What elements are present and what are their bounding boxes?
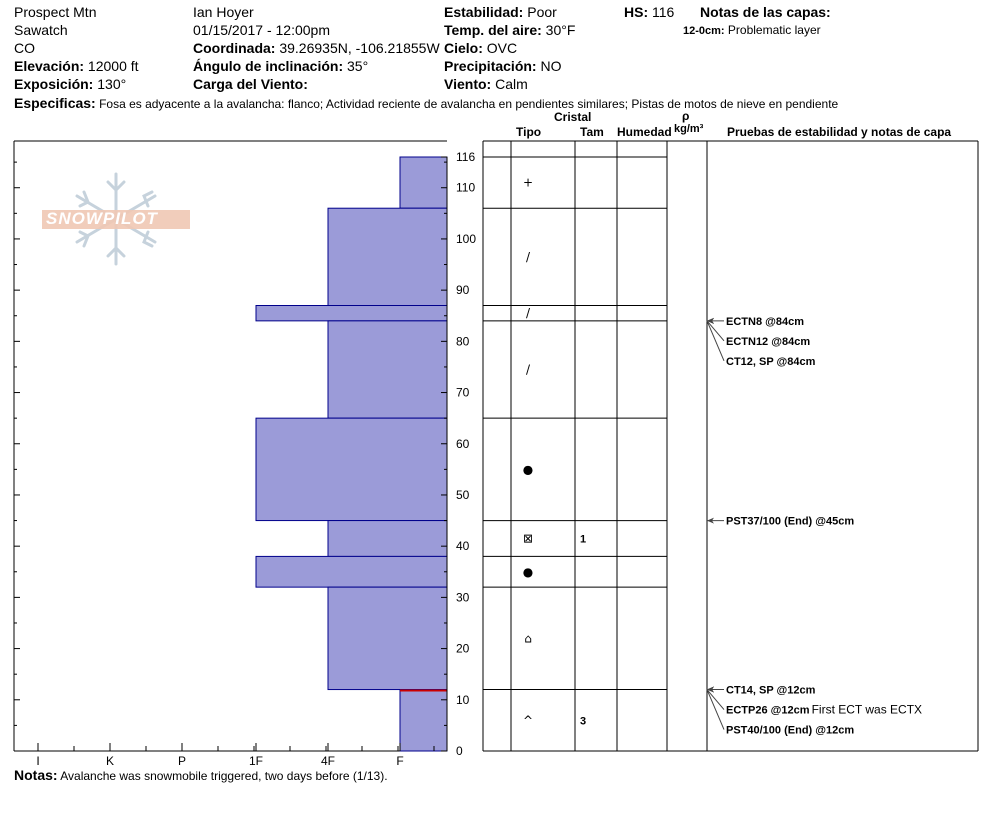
layer-note-text: Problematic layer <box>727 23 821 37</box>
depth-tick-label: 50 <box>456 487 470 502</box>
crystal-type-symbol: ⊠ <box>522 531 534 546</box>
hardness-bar <box>328 321 447 418</box>
stability-value: Poor <box>527 4 557 20</box>
stability-test: CT14, SP @12cm <box>726 684 816 697</box>
coordinate-value: 39.26935N, -106.21855W <box>279 40 440 56</box>
state: CO <box>14 40 35 56</box>
depth-tick-label: 20 <box>456 641 470 656</box>
hardness-bar <box>400 690 447 751</box>
depth-tick-label: 10 <box>456 692 470 707</box>
hardness-tick-label: P <box>177 754 187 768</box>
stability-test: ECTN8 @84cm <box>726 315 804 328</box>
depth-tick-label: 60 <box>456 436 470 451</box>
test-leader-line <box>707 690 724 710</box>
aspect-value: 130° <box>97 76 127 92</box>
range: Sawatch <box>14 22 68 38</box>
hardness-bar <box>256 556 447 587</box>
hardness-bar <box>328 208 447 305</box>
depth-tick-label: 116 <box>456 150 476 164</box>
stability-test: ECTN12 @84cm <box>726 335 811 348</box>
crystal-type-symbol: + <box>522 175 534 190</box>
depth-tick-label: 100 <box>456 231 477 246</box>
depth-tick-label: 40 <box>456 539 470 554</box>
elevation-label: Elevación: <box>14 58 85 74</box>
crystal-type-symbol: ● <box>522 462 534 477</box>
hardness-bar <box>328 521 447 557</box>
coordinate-label: Coordinada: <box>193 40 276 56</box>
col-type: Tipo <box>516 125 542 139</box>
depth-tick-label: 110 <box>456 180 476 195</box>
location: Prospect Mtn <box>14 4 97 20</box>
hardness-bar <box>256 306 447 321</box>
depth-tick-label: 70 <box>456 385 470 400</box>
hardness-bar <box>256 418 447 520</box>
sky-value: OVC <box>486 40 518 56</box>
specifics-text: Fosa es adyacente a la avalancha: flanco; Actividad reciente de avalancha en pendientes similares; Pistas de motos de nieve en pendiente <box>99 97 839 111</box>
stability-test: CT12, SP @84cm <box>726 355 816 368</box>
notes-label: Notas: <box>14 767 58 783</box>
crystal-type-symbol: ● <box>522 564 534 579</box>
col-tests: Pruebas de estabilidad y notas de capa <box>727 125 952 139</box>
notes-text: Avalanche was snowmobile triggered, two days before (1/13). <box>60 769 388 783</box>
crystal-size: 3 <box>580 715 587 728</box>
test-leader-line <box>707 321 724 361</box>
wind-load-label: Carga del Viento: <box>193 76 308 92</box>
crystal-type-symbol: ^ <box>522 713 534 728</box>
depth-tick-label: 0 <box>456 744 463 758</box>
incline-value: 35° <box>347 58 369 74</box>
datetime: 01/15/2017 - 12:00pm <box>193 22 330 38</box>
hardness-tick-label: F <box>396 754 404 768</box>
layer-notes-label: Notas de las capas: <box>700 4 831 20</box>
crystal-type-symbol: / <box>525 362 531 377</box>
depth-tick-label: 30 <box>456 590 470 605</box>
stability-test: PST40/100 (End) @12cm <box>726 724 855 737</box>
precip-value: NO <box>540 58 562 74</box>
col-crystal: Cristal <box>554 110 592 124</box>
test-leader-line <box>707 321 724 341</box>
stability-test: PST37/100 (End) @45cm <box>726 515 855 528</box>
crystal-type-symbol: / <box>525 249 531 264</box>
incline-label: Ángulo de inclinación: <box>193 58 344 74</box>
hs-label: HS: <box>624 4 649 20</box>
depth-tick-label: 90 <box>456 283 470 298</box>
hs-value: 116 <box>652 4 675 20</box>
hardness-tick-label: K <box>105 754 115 768</box>
hardness-tick-label: 4F <box>320 754 336 768</box>
elevation-value: 12000 ft <box>87 58 139 74</box>
logo-text: SNOWPILOT <box>46 209 158 228</box>
aspect-label: Exposición: <box>14 76 94 92</box>
hardness-bar <box>328 587 447 689</box>
sky-label: Cielo: <box>444 40 483 56</box>
col-rho: ρ <box>682 109 690 123</box>
air-temp-label: Temp. del aire: <box>444 22 542 38</box>
hardness-bar <box>400 157 447 208</box>
test-leader-line <box>707 690 724 730</box>
air-temp-value: 30°F <box>545 22 576 38</box>
depth-tick-label: 80 <box>456 334 470 349</box>
crystal-type-symbol: ⌂ <box>524 631 532 646</box>
hardness-tick-label: 1F <box>248 754 264 768</box>
stability-label: Estabilidad: <box>444 4 524 20</box>
precip-label: Precipitación: <box>444 58 537 74</box>
col-moisture: Humedad <box>617 125 672 139</box>
wind-label: Viento: <box>444 76 492 92</box>
crystal-type-symbol: / <box>525 306 531 321</box>
layer-note-depth: 12-0cm: <box>683 25 725 37</box>
observer: Ian Hoyer <box>193 4 254 20</box>
hardness-tick-label: I <box>36 754 40 768</box>
col-density: kg/m³ <box>674 123 704 135</box>
stability-test: ECTP26 @12cm <box>726 704 810 717</box>
col-size: Tam <box>580 125 604 139</box>
specifics-label: Especificas: <box>14 95 96 111</box>
stability-test-note: First ECT was ECTX <box>811 702 923 717</box>
wind-value: Calm <box>495 76 528 92</box>
footer-notes <box>14 768 388 782</box>
crystal-size: 1 <box>580 533 587 546</box>
